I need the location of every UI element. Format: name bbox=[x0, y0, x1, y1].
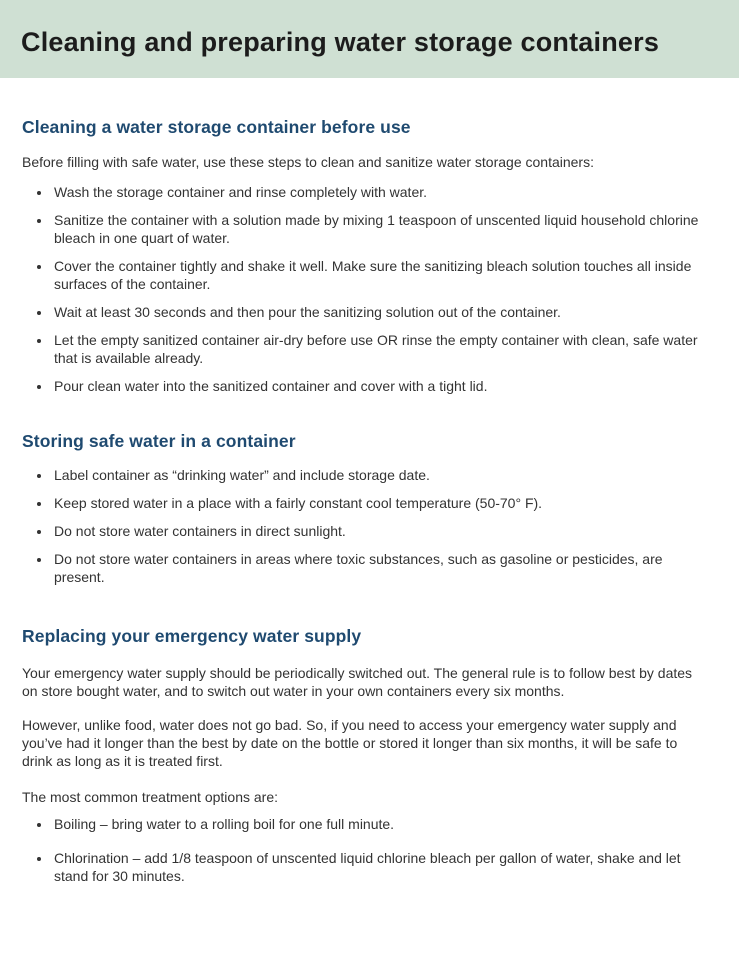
list-item: • Boiling – bring water to a rolling boil for one full minute. bbox=[52, 815, 704, 833]
section-cleaning-before-use bbox=[22, 117, 713, 395]
list-item: • Wash the storage container and rinse completely with water. bbox=[52, 183, 704, 201]
list-item: • Pour clean water into the sanitized container and cover with a tight lid. bbox=[52, 377, 704, 395]
list-item: • Label container as “drinking water” and include storage date. bbox=[52, 466, 704, 484]
section-replacing-supply bbox=[22, 626, 713, 885]
section-heading-replacing: Replacing your emergency water supply bbox=[22, 626, 362, 646]
document-body bbox=[0, 117, 739, 885]
list-item: • Let the empty sanitized container air-dry before use OR rinse the empty container with clean, safe water that is available already. bbox=[52, 331, 704, 367]
list-item: • Keep stored water in a place with a fairly constant cool temperature (50-70° F). bbox=[52, 494, 704, 512]
section-heading-storing: Storing safe water in a container bbox=[22, 431, 296, 451]
cleaning-steps-list bbox=[22, 183, 713, 395]
list-item: • Do not store water containers in direct sunlight. bbox=[52, 522, 704, 540]
treatment-options-intro: The most common treatment options are: bbox=[22, 789, 278, 805]
storing-tips-list bbox=[22, 466, 713, 586]
page-title: Cleaning and preparing water storage containers bbox=[21, 26, 660, 57]
replacing-paragraph: Your emergency water supply should be periodically switched out. The general rule is to follow best by dates on store bought water, and to switch out water in your own containers every six months. bbox=[22, 665, 693, 699]
list-item: • Wait at least 30 seconds and then pour the sanitizing solution out of the container. bbox=[52, 303, 704, 321]
list-item: • Cover the container tightly and shake it well. Make sure the sanitizing bleach solution touches all inside surfaces of the container. bbox=[52, 257, 704, 293]
treatment-options-list bbox=[22, 815, 713, 885]
page-header bbox=[0, 0, 739, 78]
list-item: • Sanitize the container with a solution made by mixing 1 teaspoon of unscented liquid household chlorine bleach in one quart of water. bbox=[52, 211, 704, 247]
list-item: • Chlorination – add 1/8 teaspoon of unscented liquid chlorine bleach per gallon of water, shake and let stand for 30 minutes. bbox=[52, 849, 704, 885]
list-item: • Do not store water containers in areas where toxic substances, such as gasoline or pesticides, are present. bbox=[52, 550, 704, 586]
section-storing-safe-water bbox=[22, 431, 713, 586]
section-heading-cleaning: Cleaning a water storage container before use bbox=[22, 117, 411, 137]
cleaning-intro-paragraph: Before filling with safe water, use these steps to clean and sanitize water storage containers: bbox=[22, 154, 594, 170]
replacing-paragraph: However, unlike food, water does not go bad. So, if you need to access your emergency water supply and you’ve had it longer than the best by date on the bottle or stored it longer than six months, it will be safe to drink as long as it is treated first. bbox=[22, 717, 678, 769]
